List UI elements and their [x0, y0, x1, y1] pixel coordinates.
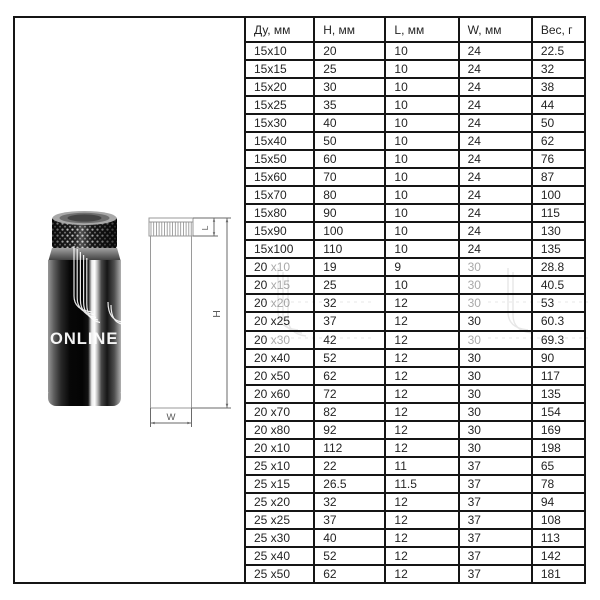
cell: 10 [385, 78, 458, 96]
table-row [245, 493, 585, 511]
cell: 60.3 [532, 312, 585, 330]
cell: 10 [385, 240, 458, 258]
cell: 37 [459, 457, 532, 475]
cell: 25 x20 [245, 493, 314, 511]
cell: 100 [314, 222, 385, 240]
cell: 10 [385, 186, 458, 204]
cell: 19 [314, 258, 385, 276]
table-row [245, 222, 585, 240]
cell: 24 [459, 96, 532, 114]
cell: 80 [314, 186, 385, 204]
table-row [245, 367, 585, 385]
cell: 24 [459, 78, 532, 96]
cell: 38 [532, 78, 585, 96]
cell: 76 [532, 150, 585, 168]
cell: 90 [314, 204, 385, 222]
table-body [245, 42, 585, 583]
cell: 37 [314, 312, 385, 330]
table-row [245, 331, 585, 349]
table-row [245, 132, 585, 150]
cell: 78 [532, 475, 585, 493]
photo-body [48, 260, 121, 392]
cell: 12 [385, 294, 458, 312]
cell: 20 x30 [245, 331, 314, 349]
dimension-h [211, 218, 228, 408]
cell: 52 [314, 349, 385, 367]
cell: 12 [385, 439, 458, 457]
cell: 11.5 [385, 475, 458, 493]
watermark-text: ONLINE [50, 330, 119, 348]
cell: 169 [532, 421, 585, 439]
cell: 15x15 [245, 60, 314, 78]
cell: 37 [459, 547, 532, 565]
cell: 30 [459, 439, 532, 457]
cell: 87 [532, 168, 585, 186]
cell: 30 [459, 385, 532, 403]
drawing-body [151, 236, 192, 408]
cell: 37 [459, 493, 532, 511]
cell: 24 [459, 204, 532, 222]
cell: 12 [385, 403, 458, 421]
cell: 42 [314, 331, 385, 349]
cell: 12 [385, 367, 458, 385]
table-row [245, 240, 585, 258]
cell: 12 [385, 331, 458, 349]
cell: 69.3 [532, 331, 585, 349]
cell: 50 [314, 132, 385, 150]
cell: 25 x15 [245, 475, 314, 493]
cell: 30 [459, 312, 532, 330]
cell: 30 [459, 421, 532, 439]
table-row [245, 96, 585, 114]
cell: 15x80 [245, 204, 314, 222]
header-row [245, 17, 585, 42]
cell: 12 [385, 565, 458, 583]
photo-shoulder [48, 248, 121, 262]
drawing-thread-hatch [151, 222, 191, 236]
cell: 20 x80 [245, 421, 314, 439]
table-row [245, 511, 585, 529]
cell: 20 x10 [245, 258, 314, 276]
header-cell: Н, мм [314, 17, 385, 42]
cell: 24 [459, 240, 532, 258]
cell: 24 [459, 60, 532, 78]
table-row [245, 457, 585, 475]
cell: 20 x70 [245, 403, 314, 421]
cell: 20 x25 [245, 312, 314, 330]
cell: 10 [385, 222, 458, 240]
cell: 37 [459, 475, 532, 493]
cell: 22 [314, 457, 385, 475]
cell: 20 x60 [245, 385, 314, 403]
dim-label-l: L [200, 225, 210, 231]
cell: 25 [314, 276, 385, 294]
cell: 25 x10 [245, 457, 314, 475]
cell: 15x40 [245, 132, 314, 150]
cell: 30 [459, 349, 532, 367]
cell: 50 [532, 114, 585, 132]
table-row [245, 294, 585, 312]
cell: 10 [385, 42, 458, 60]
cell: 37 [459, 511, 532, 529]
cell: 65 [532, 457, 585, 475]
table-row [245, 385, 585, 403]
cell: 40 [314, 529, 385, 547]
table-row [245, 168, 585, 186]
cell: 52 [314, 547, 385, 565]
cell: 30 [459, 367, 532, 385]
cell: 135 [532, 240, 585, 258]
cell: 40 [314, 114, 385, 132]
table-row [245, 529, 585, 547]
table-row [245, 78, 585, 96]
cell: 90 [532, 349, 585, 367]
cell: 32 [314, 493, 385, 511]
header-cell: Вес, г [532, 17, 585, 42]
cell: 10 [385, 60, 458, 78]
spec-table-wrap [244, 16, 586, 584]
cell: 142 [532, 547, 585, 565]
cell: 15x50 [245, 150, 314, 168]
technical-drawing [143, 211, 235, 441]
cell: 28.8 [532, 258, 585, 276]
cell: 20 x10 [245, 439, 314, 457]
dim-label-w: W [166, 412, 176, 423]
spec-table [244, 16, 586, 584]
cell: 10 [385, 150, 458, 168]
cell: 15x100 [245, 240, 314, 258]
cell: 24 [459, 222, 532, 240]
cell: 15x25 [245, 96, 314, 114]
cell: 112 [314, 439, 385, 457]
product-photo [46, 210, 123, 410]
cell: 92 [314, 421, 385, 439]
cell: 24 [459, 150, 532, 168]
cell: 24 [459, 42, 532, 60]
dimension-extension-lines [151, 218, 232, 427]
cell: 60 [314, 150, 385, 168]
cell: 62 [314, 565, 385, 583]
table-row [245, 42, 585, 60]
table-row [245, 204, 585, 222]
cell: 25 x50 [245, 565, 314, 583]
cell: 24 [459, 186, 532, 204]
cell: 25 x40 [245, 547, 314, 565]
cell: 24 [459, 168, 532, 186]
cell: 100 [532, 186, 585, 204]
cell: 30 [459, 276, 532, 294]
cell: 25 [314, 60, 385, 78]
table-row [245, 439, 585, 457]
cell: 53 [532, 294, 585, 312]
cell: 117 [532, 367, 585, 385]
cell: 10 [385, 204, 458, 222]
cell: 115 [532, 204, 585, 222]
table-row [245, 114, 585, 132]
cell: 25 x30 [245, 529, 314, 547]
table-row [245, 565, 585, 583]
cell: 37 [459, 565, 532, 583]
cell: 62 [314, 367, 385, 385]
content-frame [13, 16, 586, 584]
cell: 198 [532, 439, 585, 457]
cell: 113 [532, 529, 585, 547]
cell: 15x60 [245, 168, 314, 186]
cell: 12 [385, 493, 458, 511]
dimension-l [200, 218, 215, 236]
cell: 32 [314, 294, 385, 312]
cell: 12 [385, 385, 458, 403]
cell: 108 [532, 511, 585, 529]
cell: 11 [385, 457, 458, 475]
cell: 30 [459, 258, 532, 276]
cell: 20 x50 [245, 367, 314, 385]
cell: 24 [459, 132, 532, 150]
cell: 32 [532, 60, 585, 78]
cell: 94 [532, 493, 585, 511]
table-row [245, 421, 585, 439]
dim-label-h: Н [211, 310, 223, 318]
cell: 22.5 [532, 42, 585, 60]
cell: 15x90 [245, 222, 314, 240]
table-row [245, 186, 585, 204]
header-cell: Ду, мм [245, 17, 314, 42]
cell: 30 [459, 331, 532, 349]
cell: 154 [532, 403, 585, 421]
cell: 12 [385, 312, 458, 330]
cell: 30 [314, 78, 385, 96]
table-row [245, 276, 585, 294]
cell: 9 [385, 258, 458, 276]
cell: 20 x15 [245, 276, 314, 294]
header-cell: L, мм [385, 17, 458, 42]
cell: 70 [314, 168, 385, 186]
table-row [245, 349, 585, 367]
cell: 12 [385, 349, 458, 367]
cell: 26.5 [314, 475, 385, 493]
cell: 12 [385, 421, 458, 439]
cell: 12 [385, 511, 458, 529]
cell: 10 [385, 96, 458, 114]
cell: 10 [385, 132, 458, 150]
cell: 20 x40 [245, 349, 314, 367]
header-cell: W, мм [459, 17, 532, 42]
cell: 35 [314, 96, 385, 114]
cell: 110 [314, 240, 385, 258]
cell: 62 [532, 132, 585, 150]
cell: 10 [385, 276, 458, 294]
cell: 40.5 [532, 276, 585, 294]
cell: 30 [459, 294, 532, 312]
cell: 10 [385, 114, 458, 132]
cell: 37 [459, 529, 532, 547]
cell: 12 [385, 529, 458, 547]
table-row [245, 403, 585, 421]
table-row [245, 150, 585, 168]
cell: 15x70 [245, 186, 314, 204]
cell: 135 [532, 385, 585, 403]
cell: 181 [532, 565, 585, 583]
cell: 130 [532, 222, 585, 240]
cell: 12 [385, 547, 458, 565]
dimension-w [151, 412, 192, 424]
cell: 15x30 [245, 114, 314, 132]
cell: 25 x25 [245, 511, 314, 529]
cell: 15x20 [245, 78, 314, 96]
cell: 24 [459, 114, 532, 132]
cell: 10 [385, 168, 458, 186]
cell: 44 [532, 96, 585, 114]
table-row [245, 258, 585, 276]
table-row [245, 60, 585, 78]
table-row [245, 547, 585, 565]
table-row [245, 312, 585, 330]
cell: 20 x20 [245, 294, 314, 312]
table-row [245, 475, 585, 493]
cell: 30 [459, 403, 532, 421]
cell: 20 [314, 42, 385, 60]
cell: 37 [314, 511, 385, 529]
cell: 72 [314, 385, 385, 403]
cell: 15x10 [245, 42, 314, 60]
cell: 82 [314, 403, 385, 421]
